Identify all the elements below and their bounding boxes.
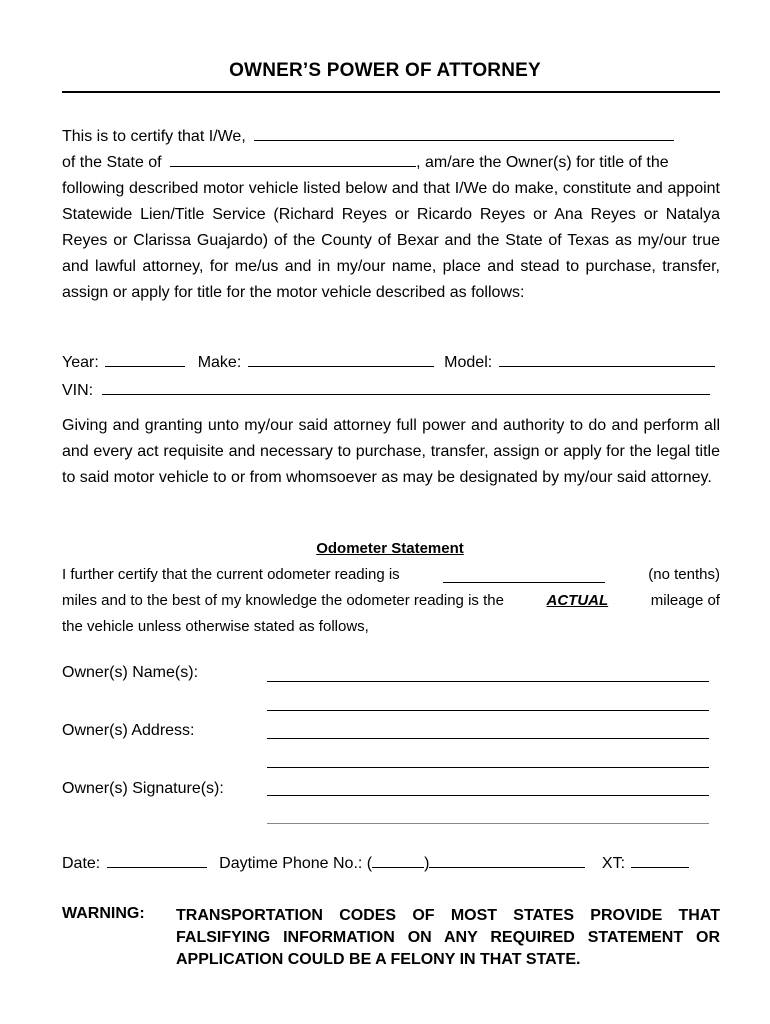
odometer-line-3: the vehicle unless otherwise stated as follows,: [62, 618, 369, 635]
year-blank[interactable]: [105, 350, 185, 367]
grant-paragraph: Giving and granting unto my/our said attorney full power and authority to do and perform all and every act requisite and necessary to purchase, transfer, assign or apply for the legal title to said motor vehicle to or from whomsoever as may be designated by my/our said attorney.: [62, 417, 720, 486]
intro-body-text: following described motor vehicle listed below and that I/We do make, constitute and appoint Statewide Lien/Title Service (Richard Reyes or Ricardo Reyes or Ana Reyes or Natalya Reyes or Clarissa Guajardo) of the County of Bexar and the State of Texas as my/our true and lawful attorney, for me/us and in my/our name, place and stead to purchase, transfer, assign or apply for title for the motor vehicle described as follows:: [62, 180, 720, 301]
year-label: Year:: [62, 354, 99, 371]
contact-row: [62, 851, 689, 873]
model-label: Model:: [444, 354, 493, 371]
owner-names-blank[interactable]: [254, 124, 674, 141]
vin-row: [62, 378, 710, 400]
odometer-line-1: [62, 562, 720, 588]
phone-number-blank[interactable]: [429, 851, 585, 868]
intro-line-2: [62, 150, 720, 176]
owner-name-label: Owner(s) Name(s):: [62, 664, 199, 681]
intro-paragraph: [62, 124, 720, 306]
odometer-certify-text: I further certify that the current odometer reading is: [62, 566, 400, 583]
model-blank[interactable]: [499, 350, 715, 367]
owner-signature-line-1[interactable]: [267, 795, 709, 796]
vin-blank[interactable]: [102, 378, 710, 395]
owner-name-line-1[interactable]: [267, 681, 709, 682]
owner-signature-label: Owner(s) Signature(s):: [62, 780, 224, 797]
page-title: OWNER’S POWER OF ATTORNEY: [229, 60, 541, 81]
state-of-text: of the State of: [62, 154, 162, 171]
owner-signature-line-2[interactable]: [267, 823, 709, 824]
date-label: Date:: [62, 855, 101, 872]
owner-address-line-2[interactable]: [267, 767, 709, 768]
actual-emphasis: ACTUAL: [546, 592, 609, 609]
intro-line-1: [62, 124, 720, 150]
warning-text: TRANSPORTATION CODES OF MOST STATES PROVIDE THAT FALSIFYING INFORMATION ON ANY REQUIRED STATEMENT OR APPLICATION COULD BE A FELONY IN THAT STATE.: [176, 907, 720, 968]
phone-label: Daytime Phone No.: (: [219, 855, 373, 872]
title-divider: [62, 91, 720, 93]
no-tenths-text: (no tenths): [648, 566, 720, 583]
date-blank[interactable]: [107, 851, 207, 868]
mileage-of-text: mileage of: [650, 592, 720, 609]
xt-label: XT:: [601, 855, 626, 872]
make-label: Make:: [197, 354, 242, 371]
owner-name-line-2[interactable]: [267, 710, 709, 711]
odometer-line-2: [62, 588, 720, 614]
intro-certify-text: This is to certify that I/We,: [62, 128, 246, 145]
owner-title-text: , am/are the Owner(s) for title of the: [416, 154, 669, 171]
odometer-reading-blank[interactable]: [443, 566, 605, 583]
make-blank[interactable]: [248, 350, 434, 367]
state-blank[interactable]: [170, 150, 416, 167]
vin-label: VIN:: [62, 382, 94, 399]
odometer-heading: Odometer Statement: [316, 540, 464, 557]
warning-label: WARNING:: [62, 905, 145, 922]
owner-address-line-1[interactable]: [267, 738, 709, 739]
odometer-paragraph: [62, 562, 720, 640]
xt-blank[interactable]: [631, 851, 689, 868]
vehicle-row: [62, 350, 715, 372]
owner-address-label: Owner(s) Address:: [62, 722, 195, 739]
phone-close-paren: ): [424, 855, 430, 872]
area-code-blank[interactable]: [372, 851, 424, 868]
odometer-knowledge-text: miles and to the best of my knowledge the odometer reading is the: [62, 592, 504, 609]
